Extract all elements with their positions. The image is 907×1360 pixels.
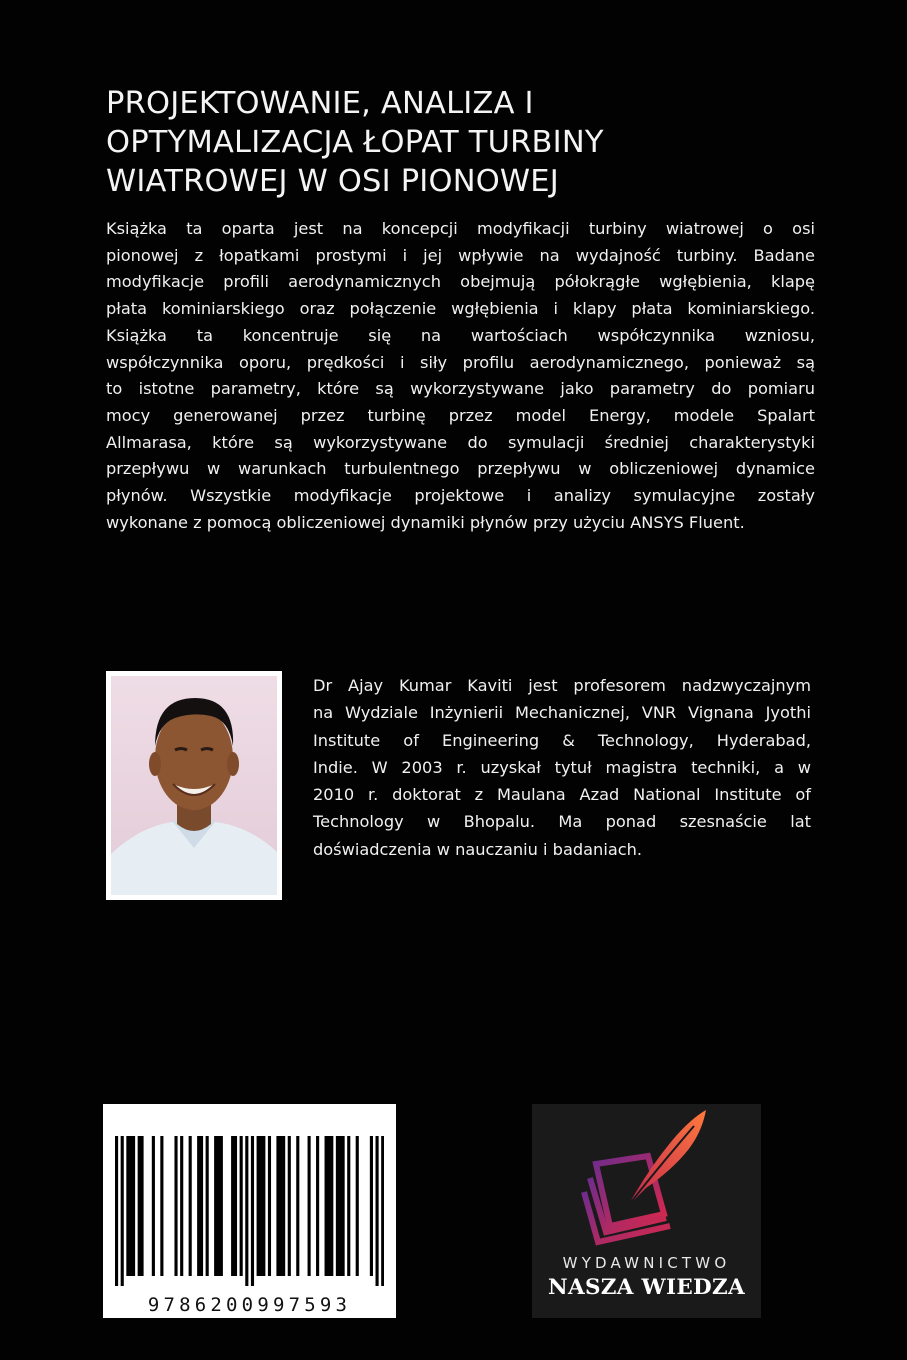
title-line: PROJEKTOWANIE, ANALIZA I: [106, 86, 534, 121]
description-line: pionowej z łopatkami prostymi i jej wpływie na wydajność turbiny. Badane: [106, 245, 815, 265]
bio-line: Technology w Bhopalu. Ma ponad szesnaście lat: [313, 812, 811, 832]
barcode-bar: [206, 1136, 209, 1276]
barcode-bar: [174, 1136, 177, 1276]
publisher-label: WYDAWNICTWO: [562, 1254, 731, 1272]
description-line: modyfikacje profili aerodynamicznych obejmują półokrągłe wgłębienia, klapę: [106, 272, 815, 292]
title-line: WIATROWEJ W OSI PIONOWEJ: [106, 164, 559, 199]
barcode-bar: [308, 1136, 311, 1276]
bio-line: na Wydziale Inżynierii Mechanicznej, VNR Vignana Jyothi: [313, 703, 811, 723]
barcode-bar: [217, 1136, 220, 1276]
bio-line: Dr Ajay Kumar Kaviti jest profesorem nadzwyczajnym: [313, 676, 811, 695]
barcode-bar: [126, 1136, 129, 1276]
author-photo: [106, 671, 282, 900]
barcode-bar: [276, 1136, 279, 1276]
barcode-bar: [347, 1136, 350, 1276]
barcode-bar: [160, 1136, 163, 1276]
title-line: OPTYMALIZACJA ŁOPAT TURBINY: [106, 125, 604, 160]
barcode-bar: [336, 1136, 339, 1276]
publisher-name: NASZA WIEDZA: [548, 1275, 745, 1300]
bio-line: doświadczenia w nauczaniu i badaniach.: [313, 839, 643, 859]
barcode-bar: [138, 1136, 141, 1276]
barcode-bar: [370, 1136, 373, 1276]
barcode-bar: [180, 1136, 183, 1276]
barcode-bar: [257, 1136, 260, 1276]
description-line: współczynnika oporu, prędkości i siły profilu aerodynamicznego, ponieważ są: [106, 352, 815, 372]
author-portrait-icon: [111, 676, 277, 895]
description-line: płynów. Wszystkie modyfikacje projektowe i analizy symulacyjne zostały: [106, 486, 815, 506]
barcode-bar: [262, 1136, 265, 1276]
barcode-bar: [251, 1136, 254, 1286]
barcode-bar: [259, 1136, 262, 1276]
barcode-bar: [231, 1136, 234, 1276]
barcode-bar: [330, 1136, 333, 1276]
barcode-bar: [220, 1136, 223, 1276]
isbn-number: 9786200997593: [147, 1294, 352, 1316]
description-line: Allmarasa, które są wykorzystywane do symulacji średniej charakterystyki: [106, 432, 815, 452]
description-line: Książka ta koncentruje się na wartościach współczynnika wzniosu,: [106, 325, 815, 345]
publisher-logo: [532, 1104, 761, 1318]
barcode-bar: [129, 1136, 132, 1276]
barcode-bar: [356, 1136, 359, 1276]
book-description: [106, 216, 815, 536]
barcode-bar: [152, 1136, 155, 1276]
barcode-bar: [342, 1136, 345, 1276]
barcode-bar: [115, 1136, 118, 1286]
barcode-bar: [296, 1136, 299, 1276]
bio-line: Institute of Engineering & Technology, Hyderabad,: [313, 730, 811, 750]
description-line: mocy generowanej przez turbinę przez model Energy, modele Spalart: [106, 405, 815, 425]
barcode-bar: [140, 1136, 143, 1276]
barcode-bar: [234, 1136, 237, 1276]
barcode-bar: [288, 1136, 291, 1276]
barcode-bar: [245, 1136, 248, 1286]
barcode-bar: [189, 1136, 192, 1276]
author-bio: [313, 672, 811, 863]
barcode-bar: [339, 1136, 342, 1276]
barcode-bar: [214, 1136, 217, 1276]
barcode-bar: [381, 1136, 384, 1286]
bio-line: 2010 r. doktorat z Maulana Azad National Institute of: [313, 785, 811, 805]
book-title: [106, 84, 806, 201]
barcode-bar: [121, 1136, 124, 1286]
isbn-barcode: [103, 1104, 396, 1318]
quill-book-icon: [576, 1106, 716, 1252]
barcode-bar: [197, 1136, 200, 1276]
barcode-bar: [200, 1136, 203, 1276]
barcode-bar: [325, 1136, 328, 1276]
description-line: płata kominiarskiego oraz połączenie wgłębienia i klapy płata kominiarskiego.: [106, 299, 815, 319]
barcode-bar: [132, 1136, 135, 1276]
barcode-bar: [327, 1136, 330, 1276]
barcode-bar: [240, 1136, 243, 1276]
barcode-bar: [268, 1136, 271, 1276]
description-line: Książka ta oparta jest na koncepcji modyfikacji turbiny wiatrowej o osi: [106, 219, 815, 238]
barcode-bar: [376, 1136, 379, 1286]
barcode-bar: [282, 1136, 285, 1276]
barcode-bar: [316, 1136, 319, 1276]
barcode-bar: [279, 1136, 282, 1276]
description-line: to istotne parametry, które są wykorzystywane jako parametry do pomiaru: [106, 379, 815, 399]
barcode-bars: [115, 1136, 384, 1286]
bio-line: Indie. W 2003 r. uzyskał tytuł magistra techniki, a w: [313, 757, 811, 777]
description-line: wykonane z pomocą obliczeniowej dynamiki płynów przy użyciu ANSYS Fluent.: [106, 512, 745, 532]
description-line: przepływu w warunkach turbulentnego przepływu w obliczeniowej dynamice: [106, 459, 815, 479]
